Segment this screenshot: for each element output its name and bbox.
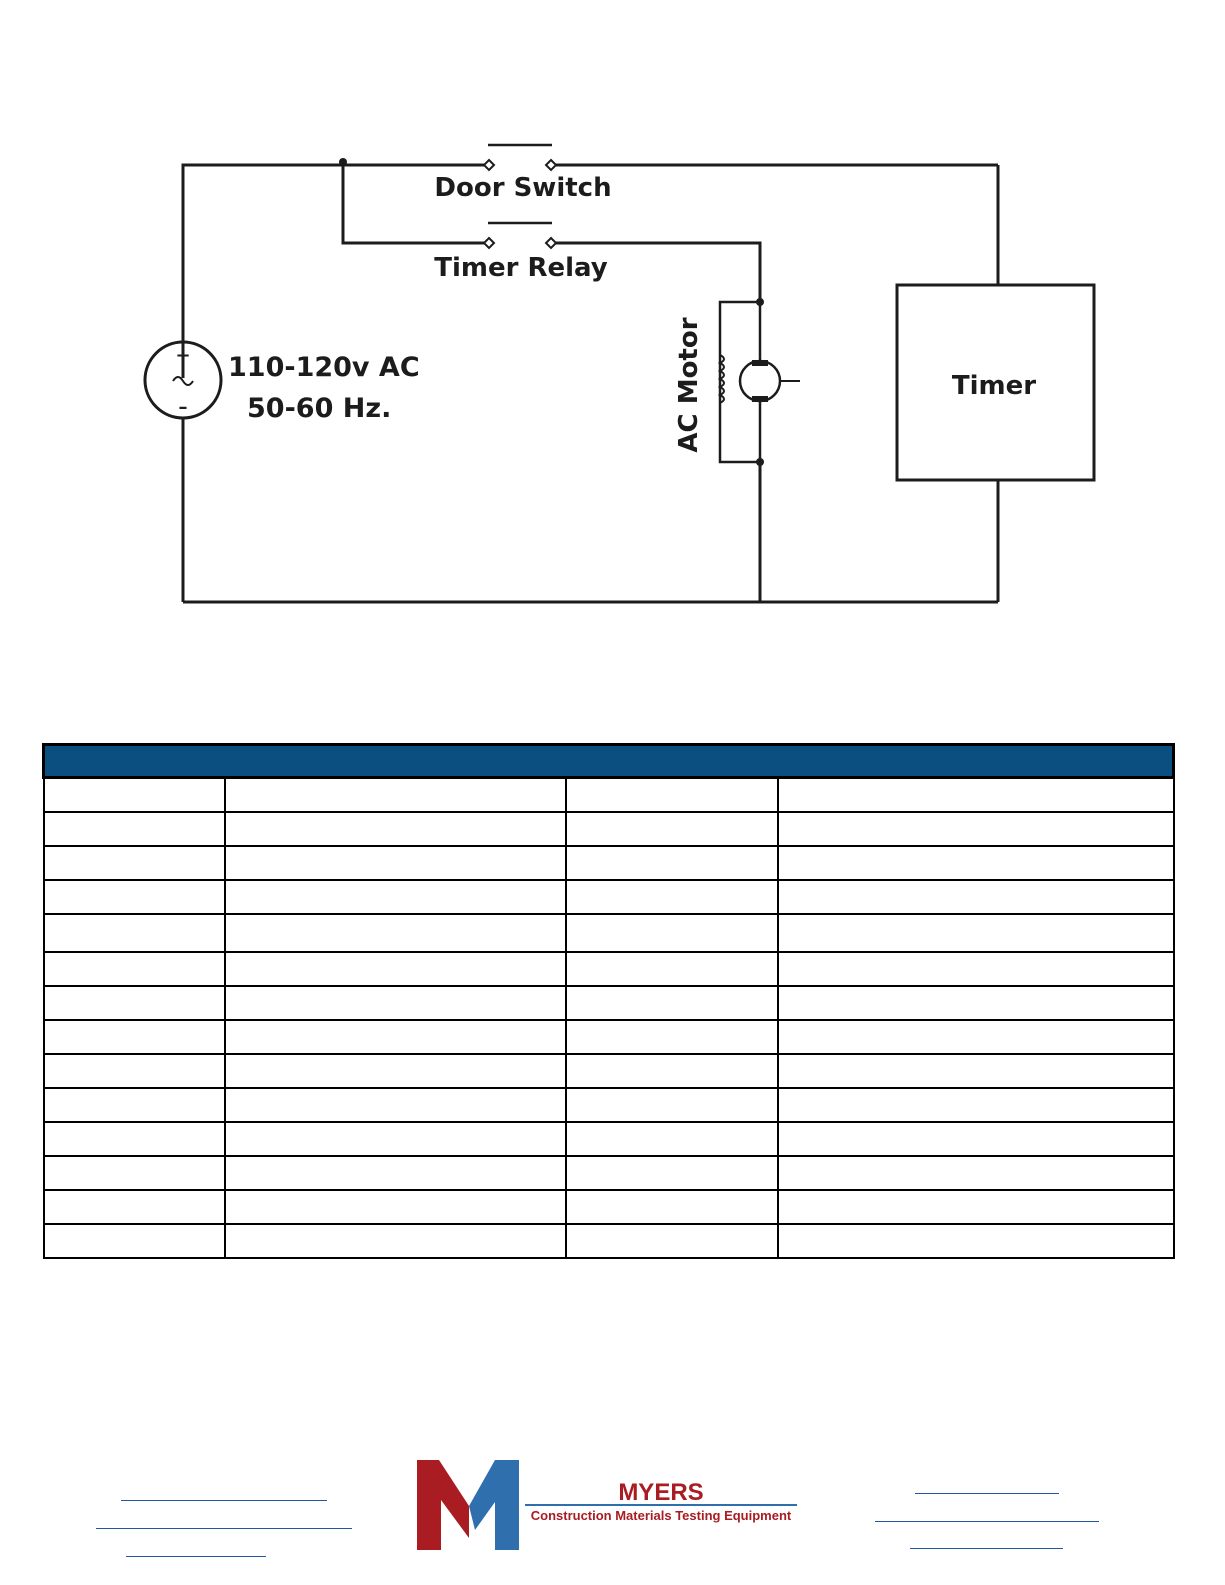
source-voltage-label: 110-120v AC bbox=[228, 352, 420, 383]
table-cell[interactable] bbox=[566, 778, 778, 813]
table-row bbox=[44, 880, 1174, 914]
switch-terminal bbox=[484, 160, 494, 170]
logo-tagline: Construction Materials Testing Equipment bbox=[530, 1508, 792, 1523]
table-cell[interactable] bbox=[778, 778, 1174, 813]
table-cell[interactable] bbox=[566, 914, 778, 952]
table-cell[interactable] bbox=[566, 812, 778, 846]
switch-terminal bbox=[484, 238, 494, 248]
table-cell[interactable] bbox=[566, 1020, 778, 1054]
table-cell[interactable] bbox=[778, 1156, 1174, 1190]
table-row bbox=[44, 812, 1174, 846]
table-cell[interactable] bbox=[566, 880, 778, 914]
timer-label: Timer bbox=[951, 371, 1037, 401]
table-cell[interactable] bbox=[44, 914, 225, 952]
table-cell[interactable] bbox=[44, 1224, 225, 1258]
footer-link-left-3[interactable] bbox=[126, 1556, 266, 1557]
table-cell[interactable] bbox=[778, 1190, 1174, 1224]
logo-company: MYERS bbox=[618, 1479, 704, 1506]
maintenance-log-table bbox=[42, 743, 1175, 1259]
table-cell[interactable] bbox=[44, 1020, 225, 1054]
table-cell[interactable] bbox=[225, 914, 566, 952]
table-cell[interactable] bbox=[225, 1224, 566, 1258]
table-cell[interactable] bbox=[566, 1054, 778, 1088]
footer-link-left-1[interactable] bbox=[121, 1500, 327, 1501]
table-cell[interactable] bbox=[225, 986, 566, 1020]
footer-link-left-2[interactable] bbox=[96, 1528, 352, 1529]
table-row bbox=[44, 1224, 1174, 1258]
table-cell[interactable] bbox=[778, 1020, 1174, 1054]
table-cell[interactable] bbox=[566, 952, 778, 986]
table-cell[interactable] bbox=[778, 1088, 1174, 1122]
table-cell[interactable] bbox=[566, 1190, 778, 1224]
table-cell[interactable] bbox=[44, 1156, 225, 1190]
table-cell[interactable] bbox=[44, 1088, 225, 1122]
table-cell[interactable] bbox=[225, 778, 566, 813]
table-cell[interactable] bbox=[225, 1020, 566, 1054]
ac-sine bbox=[173, 377, 193, 385]
switch-terminal bbox=[546, 160, 556, 170]
table-cell[interactable] bbox=[566, 1088, 778, 1122]
footer-link-right-3[interactable] bbox=[910, 1548, 1063, 1549]
table-row bbox=[44, 778, 1174, 813]
table-cell[interactable] bbox=[44, 880, 225, 914]
table-row bbox=[44, 1020, 1174, 1054]
table-cell[interactable] bbox=[225, 812, 566, 846]
table-header-row bbox=[44, 745, 1174, 778]
table-cell[interactable] bbox=[566, 846, 778, 880]
timer-relay-label: Timer Relay bbox=[434, 253, 608, 283]
table-row bbox=[44, 1190, 1174, 1224]
table-cell[interactable] bbox=[566, 1156, 778, 1190]
table-cell[interactable] bbox=[225, 1190, 566, 1224]
table-cell[interactable] bbox=[44, 1190, 225, 1224]
table-cell[interactable] bbox=[778, 1054, 1174, 1088]
wiring-diagram bbox=[0, 0, 1225, 640]
junction-dot bbox=[339, 158, 347, 166]
table-row bbox=[44, 1156, 1174, 1190]
table-cell[interactable] bbox=[225, 1054, 566, 1088]
table-cell[interactable] bbox=[225, 846, 566, 880]
table-cell[interactable] bbox=[44, 778, 225, 813]
table-cell[interactable] bbox=[225, 880, 566, 914]
table-cell[interactable] bbox=[225, 952, 566, 986]
footer-link-right-2[interactable] bbox=[875, 1521, 1099, 1522]
source-plus-symbol: + bbox=[175, 345, 191, 366]
footer-link-right-1[interactable] bbox=[915, 1493, 1059, 1494]
junction-dot bbox=[756, 458, 764, 466]
table-cell[interactable] bbox=[566, 1224, 778, 1258]
table-cell[interactable] bbox=[44, 812, 225, 846]
table-row bbox=[44, 1054, 1174, 1088]
table-cell[interactable] bbox=[778, 1224, 1174, 1258]
source-minus-symbol: – bbox=[178, 397, 188, 418]
source-frequency-label: 50-60 Hz. bbox=[247, 393, 392, 424]
table-cell[interactable] bbox=[44, 1054, 225, 1088]
myers-logo bbox=[417, 1458, 807, 1553]
table-cell[interactable] bbox=[225, 1122, 566, 1156]
table-cell[interactable] bbox=[566, 986, 778, 1020]
table-cell[interactable] bbox=[778, 914, 1174, 952]
switch-terminal bbox=[546, 238, 556, 248]
table-cell[interactable] bbox=[44, 986, 225, 1020]
table-cell[interactable] bbox=[44, 1122, 225, 1156]
table-cell[interactable] bbox=[225, 1156, 566, 1190]
table-row bbox=[44, 1088, 1174, 1122]
table-cell[interactable] bbox=[778, 880, 1174, 914]
logo-m-red bbox=[417, 1460, 469, 1550]
table-cell[interactable] bbox=[566, 1122, 778, 1156]
table-cell[interactable] bbox=[778, 812, 1174, 846]
door-switch-label: Door Switch bbox=[434, 173, 612, 203]
table-row bbox=[44, 986, 1174, 1020]
table-cell[interactable] bbox=[778, 986, 1174, 1020]
junction-dot bbox=[756, 298, 764, 306]
table-cell[interactable] bbox=[44, 846, 225, 880]
logo-m-blue bbox=[469, 1460, 519, 1550]
motor-winding bbox=[720, 355, 724, 403]
motor-rotor bbox=[740, 361, 780, 401]
table-cell[interactable] bbox=[778, 952, 1174, 986]
table-cell[interactable] bbox=[778, 1122, 1174, 1156]
table-cell[interactable] bbox=[225, 1088, 566, 1122]
table-row bbox=[44, 846, 1174, 880]
table-cell[interactable] bbox=[44, 952, 225, 986]
table-row bbox=[44, 1122, 1174, 1156]
table-header-bar bbox=[44, 745, 1174, 778]
table-row bbox=[44, 914, 1174, 952]
table-row bbox=[44, 952, 1174, 986]
table-cell[interactable] bbox=[778, 846, 1174, 880]
motor-label: AC Motor bbox=[674, 317, 704, 453]
